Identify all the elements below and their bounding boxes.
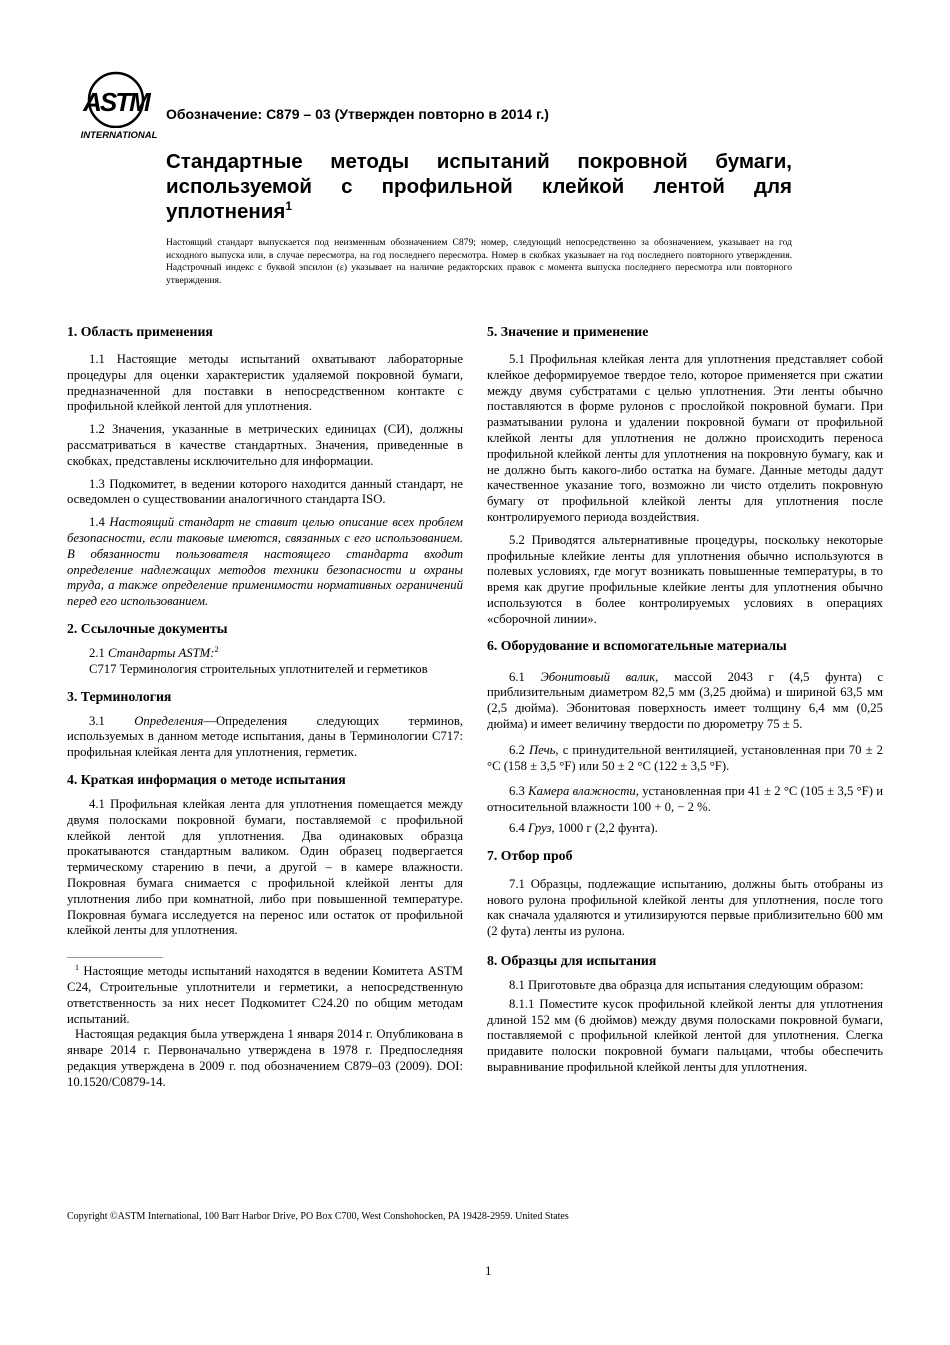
svg-text:INTERNATIONAL: INTERNATIONAL xyxy=(80,130,158,141)
para-5-2: 5.2 Приводятся альтернативные процедуры, поскольку некоторые профильные клейкие ленты для уплотнения обычно используются в полевых условиях, где могут возникать повышенные температуры, в то время как другие профильные клейкие ленты для уплотнения обычно используются в более контролируемых условиях в операциях «сборочной линии». xyxy=(487,532,883,626)
page-number: 1 xyxy=(485,1263,492,1278)
section-2-heading: 2. Ссылочные документы xyxy=(67,620,228,636)
para-8-1: 8.1 Приготовьте два образца для испытания следующим образом: xyxy=(509,977,864,992)
para-8-1-1: 8.1.1 Поместите кусок профильной клейкой ленты для уплотнения длиной 152 мм (6 дюймов) между двумя полосками покровной бумаги, поставляемой с профильной клейкой лентой для уплотнения. Слегка придавите полоски покровной бумаги пальцами, чтобы обеспечить выравнивание профильной клейкой ленты для уплотнения. xyxy=(487,996,883,1074)
designation: Обозначение: C879 – 03 (Утвержден повторно в 2014 г.) xyxy=(166,106,549,122)
section-1-heading: 1. Область применения xyxy=(67,324,213,339)
para-6-2: 6.2 Печь, с принудительной вентиляцией, установленная при 70 ± 2 °C (158 ± 3,5 °F) или 50 ± 2 °C (122 ± 3,5 °F). xyxy=(487,742,883,773)
section-5-heading: 5. Значение и применение xyxy=(487,324,649,339)
para-6-1: 6.1 Эбонитовый валик, массой 2043 г (4,5 фунта) с приблизительным диаметром 82,5 мм (3,25 дюйма) и шириной 63,5 мм (2,5 дюйма). Эбонитовая поверхность имеет толщину 6,4 мм (0,25 дюйма) и имеет величину твердости по дюрометру 75 ± 5. xyxy=(487,669,884,731)
para-7-1: 7.1 Образцы, подлежащие испытанию, должны быть отобраны из нового рулона профильной клейкой ленты для уплотнения, после того как сначала удаляются и утилизируются первые приблизительно 600 мм (2 фута) ленты из рулона. xyxy=(487,876,883,939)
section-4-heading: 4. Краткая информация о методе испытания xyxy=(67,771,346,787)
designation-notice: Настоящий стандарт выпускается под неизменным обозначением C879; номер, следующий непосредственно за обозначением, указывает на год исходного выпуска или, в случае пересмотра, на год последнего пересмотра. Номер в скобках указывает на год последнего повторного утверждения. Надстрочный индекс с буквой эпсилон (ε) указывает на наличие редакторских правок с момента выпуска последнего пересмотра или повторного утверждения. xyxy=(166,237,792,286)
para-5-1: 5.1 Профильная клейкая лента для уплотнения представляет собой клейкое деформируемое твердое тело, которое применяется при сжатии между двумя субстратами с целью уплотнения. Эти ленты обычно поставляются в форме рулонов с прослойкой покровной бумаги. При разматывании рулона и удалении покровной бумаги от профильной клейкой ленты для уплотнения не должно происходить переноса профильной клейкой ленты для уплотнения на покровную бумагу, как и не должно быть какого-либо остатка на бумаге. Данные методы дадут качественное указание того, возможно ли чисто отделить покровную бумагу от профильной клейкой ленты для уплотнения после контролируемого периода воздействия. xyxy=(487,352,883,524)
footnote-1: $^1$ Настоящие методы испытаний находятся в ведении Комитета ASTM C24, Строительные уплотнители и герметики, а непосредственную ответственность за них несет Подкомитет C24.20 по общим методам испытаний. xyxy=(67,962,463,1026)
left-column xyxy=(67,323,463,1090)
para-2-1: 2.1 Стандарты ASTM:$^2$ xyxy=(89,644,219,660)
para-3-1: 3.1 Определения—Определения следующих терминов, используемых в данном методе испытания, даны в Терминологии C717: профильная клейкая лента для уплотнения, герметик. xyxy=(67,713,464,760)
para-1-4: 1.4 Настоящий стандарт не ставит целью описание всех проблем безопасности, если таковые имеются, связанных с его использованием. В обязанности пользователя настоящего стандарта входит определение надлежащих методов техники безопасности и охраны труда, а также определение применимости нормативных ограничений перед его использованием. xyxy=(67,515,463,609)
section-6-heading: 6. Оборудование и вспомогательные материалы xyxy=(487,637,787,653)
footnote-rule xyxy=(67,957,163,958)
para-6-4: 6.4 Груз, 1000 г (2,2 фунта). xyxy=(509,820,658,835)
para-1-3: 1.3 Подкомитет, в ведении которого находится данный стандарт, не осведомлен о существовании аналогичного стандарта ISO. xyxy=(67,476,463,507)
para-1-1: 1.1 Настоящие методы испытаний охватывают лабораторные процедуры для оценки характеристик удаляемой покровной бумаги, предназначенной для поставки в непосредственном контакте с профильной клейкой лентой для уплотнения. xyxy=(67,352,463,414)
reference-c717: C717 Терминология строительных уплотнителей и герметиков xyxy=(89,661,428,676)
copyright-notice: Copyright ©ASTM International, 100 Barr Harbor Drive, PO Box C700, West Conshohocken, PA 19428-2959. United States xyxy=(67,1211,569,1222)
para-1-2: 1.2 Значения, указанные в метрических единицах (СИ), должны рассматриваться в качестве стандартных. Значения, приведенные в скобках, представлены исключительно для информации. xyxy=(67,422,463,468)
section-3-heading: 3. Терминология xyxy=(67,688,172,704)
astm-logo xyxy=(80,70,160,142)
svg-text:ASTM: ASTM xyxy=(83,87,149,117)
footnote-1-edition: Настоящая редакция была утверждена 1 января 2014 г. Опубликована в январе 2014 г. Первоначально утверждена в 1978 г. Предпоследняя редакция утверждена в 2009 г. под обозначением C879–03 (2009). DOI: 10.1520/C0879-14. xyxy=(67,1027,463,1089)
para-6-3: 6.3 Камера влажности, установленная при 41 ± 2 °C (105 ± 3,5 °F) и относительной влажности 100 + 0, − 2 %. xyxy=(487,784,884,815)
para-4-1: 4.1 Профильная клейкая лента для уплотнения помещается между двумя полосками покровной бумаги, поставляемой с профильной клейкой лентой для уплотнения. Два одинаковых образца прокатываются стандартным валиком. Один образец подвергается термическому старению в печи, а другой – в камере влажности. Покровная бумага снимается с профильной клейкой ленты для уплотнения либо при комнатной, либо при повышенной температуре. Покровная бумага исследуется на перенос или остаток от профильной клейкой ленты для уплотнения. xyxy=(67,796,463,938)
document-title: Стандартные методы испытаний покровной бумаги, используемой с профильной клейкой лентой для уплотнения$^1$ xyxy=(166,150,792,223)
section-7-heading: 7. Отбор проб xyxy=(487,847,573,863)
section-8-heading: 8. Образцы для испытания xyxy=(487,952,657,968)
right-column xyxy=(487,323,883,1076)
